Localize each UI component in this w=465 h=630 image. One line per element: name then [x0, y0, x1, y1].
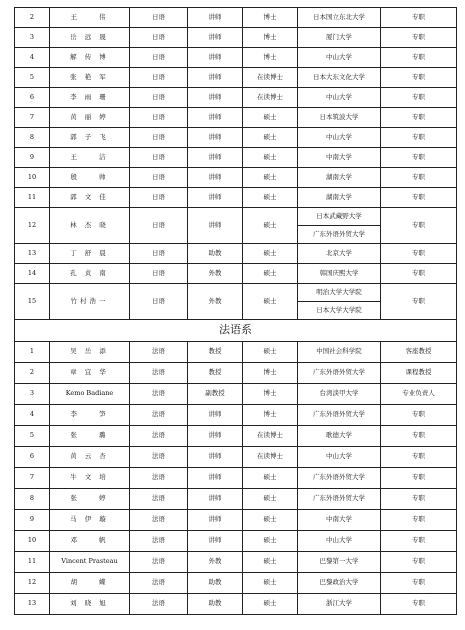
- teacher-name: 张 艳 军: [50, 68, 130, 88]
- row-number: 7: [15, 108, 50, 128]
- employment-status: 专职: [381, 405, 457, 426]
- employment-status: 专职: [381, 88, 457, 108]
- language: 法语: [130, 468, 188, 489]
- job-title: 教授: [188, 342, 243, 363]
- row-number: 6: [15, 88, 50, 108]
- language: 法语: [130, 594, 188, 615]
- language: 法语: [130, 342, 188, 363]
- table-row: [15, 188, 457, 208]
- employment-status: 专职: [381, 531, 457, 552]
- row-number: 2: [15, 363, 50, 384]
- language: 日语: [130, 148, 188, 168]
- graduate-school: 北京大学: [298, 244, 381, 264]
- row-number: 15: [15, 284, 50, 320]
- table-row: [15, 128, 457, 148]
- degree: 博士: [243, 405, 298, 426]
- language: 法语: [130, 573, 188, 594]
- degree: 在读博士: [243, 426, 298, 447]
- graduate-school: 韩国庆熙大学: [298, 264, 381, 284]
- table-row: [15, 552, 457, 573]
- graduate-school: 台湾淡甲大学: [298, 384, 381, 405]
- graduate-school: 中南大学: [298, 148, 381, 168]
- employment-status: 专职: [381, 426, 457, 447]
- row-number: 12: [15, 208, 50, 244]
- employment-status: 专职: [381, 108, 457, 128]
- graduate-school: 中国社会科学院: [298, 342, 381, 363]
- teacher-name: 牛 文 培: [50, 468, 130, 489]
- degree: 博士: [243, 363, 298, 384]
- row-number: 1: [15, 342, 50, 363]
- degree: 硕士: [243, 594, 298, 615]
- teacher-name: 殷 帅: [50, 168, 130, 188]
- employment-status: 专职: [381, 594, 457, 615]
- language: 法语: [130, 531, 188, 552]
- row-number: 3: [15, 28, 50, 48]
- language: 日语: [130, 168, 188, 188]
- row-number: 11: [15, 188, 50, 208]
- table-row: [15, 284, 457, 302]
- degree: 硕士: [243, 510, 298, 531]
- employment-status: 课程教授: [381, 363, 457, 384]
- graduate-school: 日本筑波大学: [298, 108, 381, 128]
- section-header-row: [15, 320, 457, 342]
- language: 日语: [130, 188, 188, 208]
- degree: 硕士: [243, 108, 298, 128]
- table-row: [15, 68, 457, 88]
- teacher-name: 林 杰 晓: [50, 208, 130, 244]
- row-number: 10: [15, 531, 50, 552]
- table-row: [15, 148, 457, 168]
- faculty-table-body: [15, 8, 457, 615]
- employment-status: 专职: [381, 148, 457, 168]
- teacher-name: 丁 舒 晨: [50, 244, 130, 264]
- graduate-school: 明治大学大学院: [298, 284, 381, 302]
- graduate-school: 日本国立东北大学: [298, 8, 381, 28]
- table-row: [15, 573, 457, 594]
- employment-status: 专职: [381, 468, 457, 489]
- faculty-table: [14, 7, 457, 615]
- row-number: 11: [15, 552, 50, 573]
- job-title: 讲师: [188, 8, 243, 28]
- table-row: [15, 108, 457, 128]
- table-row: [15, 426, 457, 447]
- degree: 硕士: [243, 552, 298, 573]
- degree: 硕士: [243, 489, 298, 510]
- job-title: 教授: [188, 363, 243, 384]
- employment-status: 专职: [381, 264, 457, 284]
- table-row: [15, 447, 457, 468]
- graduate-school: 日本大东文化大学: [298, 68, 381, 88]
- teacher-name: Vincent Prasteau: [50, 552, 130, 573]
- language: 日语: [130, 48, 188, 68]
- teacher-name: 郭 文 佳: [50, 188, 130, 208]
- graduate-school: 湖南大学: [298, 168, 381, 188]
- degree: 硕士: [243, 531, 298, 552]
- table-row: [15, 594, 457, 615]
- graduate-school: 广东外语外贸大学: [298, 468, 381, 489]
- degree: 在读博士: [243, 88, 298, 108]
- graduate-school: 厦门大学: [298, 28, 381, 48]
- employment-status: 专职: [381, 68, 457, 88]
- employment-status: 专职: [381, 168, 457, 188]
- employment-status: 专职: [381, 489, 457, 510]
- language: 法语: [130, 510, 188, 531]
- employment-status: 专职: [381, 552, 457, 573]
- graduate-school: 广东外语外贸大学: [298, 405, 381, 426]
- teacher-name: 竹村浩一: [50, 284, 130, 320]
- job-title: 讲师: [188, 426, 243, 447]
- language: 日语: [130, 208, 188, 244]
- table-row: [15, 363, 457, 384]
- graduate-school: 中南大学: [298, 510, 381, 531]
- row-number: 4: [15, 48, 50, 68]
- teacher-name: 张 婷: [50, 489, 130, 510]
- language: 法语: [130, 447, 188, 468]
- graduate-school: 歌德大学: [298, 426, 381, 447]
- teacher-name: 黄 丽 婷: [50, 108, 130, 128]
- degree: 硕士: [243, 168, 298, 188]
- employment-status: 专职: [381, 8, 457, 28]
- graduate-school: 中山大学: [298, 88, 381, 108]
- job-title: 讲师: [188, 28, 243, 48]
- job-title: 外教: [188, 284, 243, 320]
- row-number: 7: [15, 468, 50, 489]
- graduate-school: 中山大学: [298, 447, 381, 468]
- language: 日语: [130, 264, 188, 284]
- graduate-school: 广东外语外贸大学: [298, 226, 381, 244]
- teacher-name: 马 伊 璇: [50, 510, 130, 531]
- degree: 在读博士: [243, 68, 298, 88]
- job-title: 讲师: [188, 88, 243, 108]
- row-number: 2: [15, 8, 50, 28]
- row-number: 13: [15, 244, 50, 264]
- table-row: [15, 531, 457, 552]
- graduate-school: 中山大学: [298, 128, 381, 148]
- degree: 在读博士: [243, 447, 298, 468]
- employment-status: 专业负责人: [381, 384, 457, 405]
- language: 日语: [130, 128, 188, 148]
- degree: 硕士: [243, 342, 298, 363]
- job-title: 外教: [188, 552, 243, 573]
- graduate-school: 日本大学大学院: [298, 302, 381, 320]
- job-title: 助教: [188, 244, 243, 264]
- job-title: 讲师: [188, 108, 243, 128]
- degree: 硕士: [243, 188, 298, 208]
- table-row: [15, 8, 457, 28]
- row-number: 9: [15, 510, 50, 531]
- employment-status: 专职: [381, 510, 457, 531]
- language: 法语: [130, 489, 188, 510]
- row-number: 9: [15, 148, 50, 168]
- row-number: 6: [15, 447, 50, 468]
- language: 法语: [130, 405, 188, 426]
- employment-status: 专职: [381, 188, 457, 208]
- employment-status: 专职: [381, 573, 457, 594]
- language: 日语: [130, 244, 188, 264]
- language: 日语: [130, 88, 188, 108]
- job-title: 讲师: [188, 48, 243, 68]
- degree: 硕士: [243, 573, 298, 594]
- language: 日语: [130, 68, 188, 88]
- degree: 硕士: [243, 264, 298, 284]
- row-number: 12: [15, 573, 50, 594]
- language: 日语: [130, 108, 188, 128]
- teacher-name: 李 雨 珊: [50, 88, 130, 108]
- graduate-school: 日本武藏野大学: [298, 208, 381, 226]
- job-title: 讲师: [188, 168, 243, 188]
- degree: 博士: [243, 48, 298, 68]
- teacher-name: 王 伟: [50, 8, 130, 28]
- table-row: [15, 264, 457, 284]
- teacher-name: 郭 子 飞: [50, 128, 130, 148]
- graduate-school: 广东外语外贸大学: [298, 363, 381, 384]
- row-number: 5: [15, 68, 50, 88]
- teacher-name: 胡 蝶: [50, 573, 130, 594]
- table-row: [15, 468, 457, 489]
- degree: 硕士: [243, 468, 298, 489]
- teacher-name: 刘 晓 旭: [50, 594, 130, 615]
- table-row: [15, 489, 457, 510]
- table-row: [15, 168, 457, 188]
- teacher-name: 解 传 博: [50, 48, 130, 68]
- degree: 博士: [243, 384, 298, 405]
- row-number: 14: [15, 264, 50, 284]
- table-row: [15, 405, 457, 426]
- employment-status: 专职: [381, 244, 457, 264]
- job-title: 讲师: [188, 68, 243, 88]
- table-row: [15, 384, 457, 405]
- employment-status: 专职: [381, 128, 457, 148]
- table-row: [15, 48, 457, 68]
- row-number: 4: [15, 405, 50, 426]
- degree: 硕士: [243, 244, 298, 264]
- degree: 博士: [243, 28, 298, 48]
- job-title: 讲师: [188, 531, 243, 552]
- graduate-school: 中山大学: [298, 48, 381, 68]
- language: 法语: [130, 363, 188, 384]
- degree: 硕士: [243, 148, 298, 168]
- graduate-school: 浙江大学: [298, 594, 381, 615]
- graduate-school: 广东外语外贸大学: [298, 489, 381, 510]
- degree: 硕士: [243, 208, 298, 244]
- language: 日语: [130, 284, 188, 320]
- graduate-school: 中山大学: [298, 531, 381, 552]
- teacher-name: 王 洁: [50, 148, 130, 168]
- teacher-name: Kemo Badiane: [50, 384, 130, 405]
- row-number: 8: [15, 128, 50, 148]
- employment-status: 专职: [381, 208, 457, 244]
- table-row: [15, 510, 457, 531]
- faculty-table-page: [14, 7, 456, 615]
- table-row: [15, 28, 457, 48]
- table-row: [15, 88, 457, 108]
- employment-status: 专职: [381, 48, 457, 68]
- job-title: 副教授: [188, 384, 243, 405]
- graduate-school: 湖南大学: [298, 188, 381, 208]
- teacher-name: 张 璐: [50, 426, 130, 447]
- job-title: 讲师: [188, 188, 243, 208]
- job-title: 讲师: [188, 468, 243, 489]
- job-title: 助教: [188, 594, 243, 615]
- teacher-name: 邓 帆: [50, 531, 130, 552]
- row-number: 5: [15, 426, 50, 447]
- employment-status: 专职: [381, 447, 457, 468]
- row-number: 13: [15, 594, 50, 615]
- job-title: 讲师: [188, 128, 243, 148]
- language: 法语: [130, 552, 188, 573]
- table-row: [15, 208, 457, 226]
- job-title: 讲师: [188, 405, 243, 426]
- degree: 博士: [243, 8, 298, 28]
- section-title: 法语系: [15, 320, 457, 342]
- job-title: 讲师: [188, 208, 243, 244]
- table-row: [15, 244, 457, 264]
- language: 法语: [130, 384, 188, 405]
- employment-status: 专职: [381, 28, 457, 48]
- language: 日语: [130, 28, 188, 48]
- row-number: 10: [15, 168, 50, 188]
- language: 法语: [130, 426, 188, 447]
- graduate-school: 巴黎第一大学: [298, 552, 381, 573]
- degree: 硕士: [243, 284, 298, 320]
- row-number: 8: [15, 489, 50, 510]
- degree: 硕士: [243, 128, 298, 148]
- teacher-name: 岳 远 晟: [50, 28, 130, 48]
- language: 日语: [130, 8, 188, 28]
- table-row: [15, 342, 457, 363]
- graduate-school: 巴黎政治大学: [298, 573, 381, 594]
- job-title: 讲师: [188, 447, 243, 468]
- teacher-name: 孔 贞 南: [50, 264, 130, 284]
- teacher-name: 李 笋: [50, 405, 130, 426]
- teacher-name: 黄 云 杏: [50, 447, 130, 468]
- teacher-name: 吴 岳 添: [50, 342, 130, 363]
- job-title: 讲师: [188, 510, 243, 531]
- job-title: 讲师: [188, 148, 243, 168]
- employment-status: 客座教授: [381, 342, 457, 363]
- job-title: 讲师: [188, 489, 243, 510]
- row-number: 3: [15, 384, 50, 405]
- employment-status: 专职: [381, 284, 457, 320]
- job-title: 外教: [188, 264, 243, 284]
- teacher-name: 章 宜 华: [50, 363, 130, 384]
- job-title: 助教: [188, 573, 243, 594]
